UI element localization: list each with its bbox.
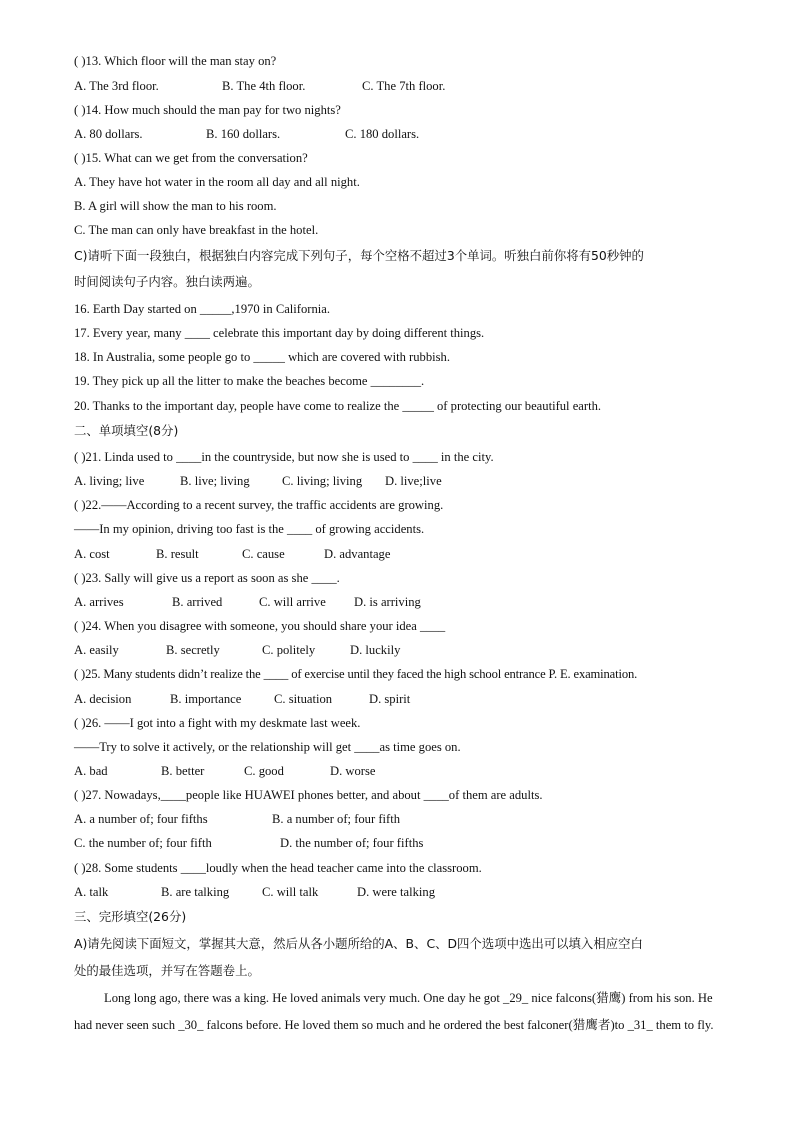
question-17: 17. Every year, many ____ celebrate this important day by doing different things. xyxy=(74,326,485,340)
option-27a: A. a number of; four fifths xyxy=(74,812,208,826)
option-27b: B. a number of; four fifth xyxy=(272,812,401,826)
option-27c: C. the number of; four fifth xyxy=(74,836,212,850)
option-14c: C. 180 dollars. xyxy=(345,127,420,141)
option-13c: C. The 7th floor. xyxy=(362,79,446,93)
part-3-heading: 三、完形填空(26分) xyxy=(74,909,187,924)
option-21c: C. living; living xyxy=(282,474,363,488)
section-a-instruction-line2: 处的最佳选项，并写在答题卷上。 xyxy=(74,963,260,978)
option-23c: C. will arrive xyxy=(259,595,326,609)
section-c-instruction-line1: C)请听下面一段独白，根据独白内容完成下列句子，每个空格不超过3个单词。听独白前你将有50秒钟的 xyxy=(74,248,644,263)
question-28: ( )28. Some students ____loudly when the head teacher came into the classroom. xyxy=(74,861,482,875)
option-23b: B. arrived xyxy=(172,595,223,609)
option-14b: B. 160 dollars. xyxy=(206,127,281,141)
option-26a: A. bad xyxy=(74,764,108,778)
option-28b: B. are talking xyxy=(161,885,230,899)
option-13a: A. The 3rd floor. xyxy=(74,79,159,93)
option-21a: A. living; live xyxy=(74,474,145,488)
option-21d: D. live;live xyxy=(385,474,442,488)
option-25b: B. importance xyxy=(170,692,242,706)
option-28c: C. will talk xyxy=(262,885,319,899)
option-25c: C. situation xyxy=(274,692,333,706)
option-15a: A. They have hot water in the room all day and all night. xyxy=(74,175,360,189)
option-24a: A. easily xyxy=(74,643,119,657)
option-22c: C. cause xyxy=(242,547,285,561)
question-13: ( )13. Which floor will the man stay on? xyxy=(74,54,277,68)
question-24: ( )24. When you disagree with someone, you should share your idea ____ xyxy=(74,619,446,633)
question-18: 18. In Australia, some people go to _____ which are covered with rubbish. xyxy=(74,350,450,364)
question-19: 19. They pick up all the litter to make the beaches become ________. xyxy=(74,374,425,388)
question-15: ( )15. What can we get from the conversation? xyxy=(74,151,308,165)
option-26b: B. better xyxy=(161,764,205,778)
section-a-instruction-line1: A)请先阅读下面短文，掌握其大意，然后从各小题所给的A、B、C、D四个选项中选出可以填入相应空白 xyxy=(74,936,643,951)
question-22: ( )22.——According to a recent survey, the traffic accidents are growing. xyxy=(74,498,444,512)
option-21b: B. live; living xyxy=(180,474,250,488)
option-14a: A. 80 dollars. xyxy=(74,127,143,141)
question-14: ( )14. How much should the man pay for two nights? xyxy=(74,103,341,117)
option-28a: A. talk xyxy=(74,885,109,899)
option-25a: A. decision xyxy=(74,692,132,706)
option-23a: A. arrives xyxy=(74,595,124,609)
option-24b: B. secretly xyxy=(166,643,220,657)
option-24c: C. politely xyxy=(262,643,316,657)
question-16: 16. Earth Day started on _____,1970 in California. xyxy=(74,302,331,316)
part-2-heading: 二、单项填空(8分) xyxy=(74,423,179,438)
option-23d: D. is arriving xyxy=(354,595,421,609)
question-26-response: ——Try to solve it actively, or the relationship will get ____as time goes on. xyxy=(74,740,461,754)
question-20: 20. Thanks to the important day, people have come to realize the _____ of protecting our beautiful earth. xyxy=(74,399,602,413)
option-26c: C. good xyxy=(244,764,284,778)
question-23: ( )23. Sally will give us a report as soon as she ____. xyxy=(74,571,340,585)
option-15c: C. The man can only have breakfast in the hotel. xyxy=(74,223,319,237)
option-22b: B. result xyxy=(156,547,199,561)
option-24d: D. luckily xyxy=(350,643,401,657)
option-15b: B. A girl will show the man to his room. xyxy=(74,199,277,213)
option-22d: D. advantage xyxy=(324,547,391,561)
question-22-response: ——In my opinion, driving too fast is the ____ of growing accidents. xyxy=(74,522,425,536)
option-26d: D. worse xyxy=(330,764,376,778)
option-25d: D. spirit xyxy=(369,692,411,706)
section-c-instruction-line2: 时间阅读句子内容。独白读两遍。 xyxy=(74,274,260,289)
question-26: ( )26. ——I got into a fight with my deskmate last week. xyxy=(74,716,361,730)
option-27d: D. the number of; four fifths xyxy=(280,836,424,850)
option-22a: A. cost xyxy=(74,547,110,561)
question-21: ( )21. Linda used to ____in the countryside, but now she is used to ____ in the city. xyxy=(74,450,494,464)
question-27: ( )27. Nowadays,____people like HUAWEI phones better, and about ____of them are adults. xyxy=(74,788,543,802)
option-28d: D. were talking xyxy=(357,885,435,899)
question-25: ( )25. Many students didn’t realize the ____ of exercise until they faced the high school entrance P. E. examination. xyxy=(74,667,638,681)
option-13b: B. The 4th floor. xyxy=(222,79,306,93)
cloze-passage: Long long ago, there was a king. He loved animals very much. One day he got _29_ nice falcons(猎鹰) from his son. He had never seen such _30_ falcons before. He loved them so much and he ordered the best falconer(猎鹰者)to _31_ them to fly. xyxy=(74,991,714,1032)
